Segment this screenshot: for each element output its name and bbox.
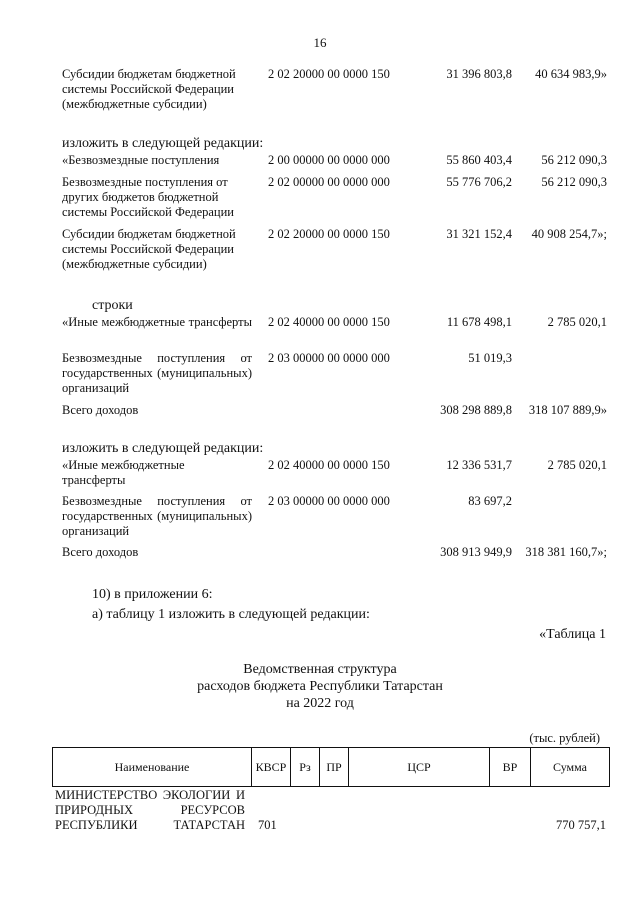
row-value-2022: 31 396 803,8 bbox=[446, 67, 512, 81]
row-name: Субсидии бюджетам бюджетной системы Российской Федерации (межбюджетные субсидии) bbox=[62, 227, 236, 271]
paragraph-item: 10) в приложении 6: bbox=[92, 587, 213, 602]
header-name: Наименование bbox=[53, 748, 252, 787]
row-code: 2 03 00000 00 0000 000 bbox=[268, 494, 390, 508]
row-value-2022: 11 678 498,1 bbox=[446, 315, 512, 329]
row-value-2022: 83 697,2 bbox=[468, 494, 512, 508]
amendment-intro: изложить в следующей редакции: bbox=[62, 136, 264, 151]
page-number: 16 bbox=[313, 35, 327, 50]
table-title-line: расходов бюджета Республики Татарстан bbox=[197, 679, 443, 694]
row-name: Безвозмездные поступления от государственных (муниципальных) организаций bbox=[62, 494, 252, 538]
row-code: 2 02 00000 00 0000 000 bbox=[268, 175, 390, 189]
units-label: (тыс. рублей) bbox=[529, 731, 600, 745]
row-code: 2 02 40000 00 0000 150 bbox=[268, 315, 390, 329]
header-vr: ВР bbox=[490, 748, 531, 787]
header-sum: Сумма bbox=[531, 748, 610, 787]
paragraph-item: а) таблицу 1 изложить в следующей редакции: bbox=[92, 607, 370, 622]
table-header bbox=[52, 747, 610, 787]
row-name: Всего доходов bbox=[62, 403, 139, 417]
row-code: 2 02 40000 00 0000 150 bbox=[268, 458, 390, 472]
row-value-2022: 55 776 706,2 bbox=[446, 175, 512, 189]
row-value-2023: 40 634 983,9» bbox=[535, 67, 607, 81]
row-name: Безвозмездные поступления от государственных (муниципальных) организаций bbox=[62, 351, 252, 395]
row-value-2023: 56 212 090,3 bbox=[541, 175, 607, 189]
table-reference: «Таблица 1 bbox=[539, 627, 606, 642]
row-code: 2 02 20000 00 0000 150 bbox=[268, 67, 390, 81]
row-name: Всего доходов bbox=[62, 545, 139, 559]
row-value-2023: 318 381 160,7»; bbox=[525, 545, 607, 559]
row-value-2022: 12 336 531,7 bbox=[446, 458, 512, 472]
header-rz: Рз bbox=[291, 748, 320, 787]
amendment-intro: строки bbox=[92, 298, 133, 313]
amendment-intro: изложить в следующей редакции: bbox=[62, 441, 264, 456]
header-csr: ЦСР bbox=[349, 748, 490, 787]
row-value-2022: 51 019,3 bbox=[468, 351, 512, 365]
row-name: «Иные межбюджетные трансферты bbox=[62, 458, 185, 487]
row-name: «Безвозмездные поступления bbox=[62, 153, 220, 167]
row-code: 2 00 00000 00 0000 000 bbox=[268, 153, 390, 167]
ministry-sum: 770 757,1 bbox=[556, 818, 606, 832]
row-name: Субсидии бюджетам бюджетной системы Российской Федерации (межбюджетные субсидии) bbox=[62, 67, 236, 111]
ministry-name: МИНИСТЕРСТВО ЭКОЛОГИИ И ПРИРОДНЫХ РЕСУРСОВ РЕСПУБЛИКИ ТАТАРСТАН bbox=[55, 788, 245, 832]
row-code: 2 02 20000 00 0000 150 bbox=[268, 227, 390, 241]
table-title-line: на 2022 год bbox=[286, 696, 354, 711]
row-value-2023: 2 785 020,1 bbox=[547, 315, 607, 329]
header-kvsr: КВСР bbox=[252, 748, 291, 787]
row-code: 2 03 00000 00 0000 000 bbox=[268, 351, 390, 365]
row-name: «Иные межбюджетные трансферты bbox=[62, 315, 252, 329]
row-value-2022: 308 298 889,8 bbox=[440, 403, 512, 417]
row-value-2023: 318 107 889,9» bbox=[528, 403, 607, 417]
ministry-kvsr: 701 bbox=[258, 818, 277, 832]
row-value-2022: 55 860 403,4 bbox=[446, 153, 512, 167]
table-title-line: Ведомственная структура bbox=[243, 662, 397, 677]
row-name: Безвозмездные поступления от других бюджетов бюджетной системы Российской Федерации bbox=[62, 175, 234, 219]
header-pr: ПР bbox=[320, 748, 349, 787]
row-value-2023: 56 212 090,3 bbox=[541, 153, 607, 167]
row-value-2023: 2 785 020,1 bbox=[547, 458, 607, 472]
row-value-2022: 308 913 949,9 bbox=[440, 545, 512, 559]
row-value-2022: 31 321 152,4 bbox=[446, 227, 512, 241]
row-value-2023: 40 908 254,7»; bbox=[531, 227, 607, 241]
